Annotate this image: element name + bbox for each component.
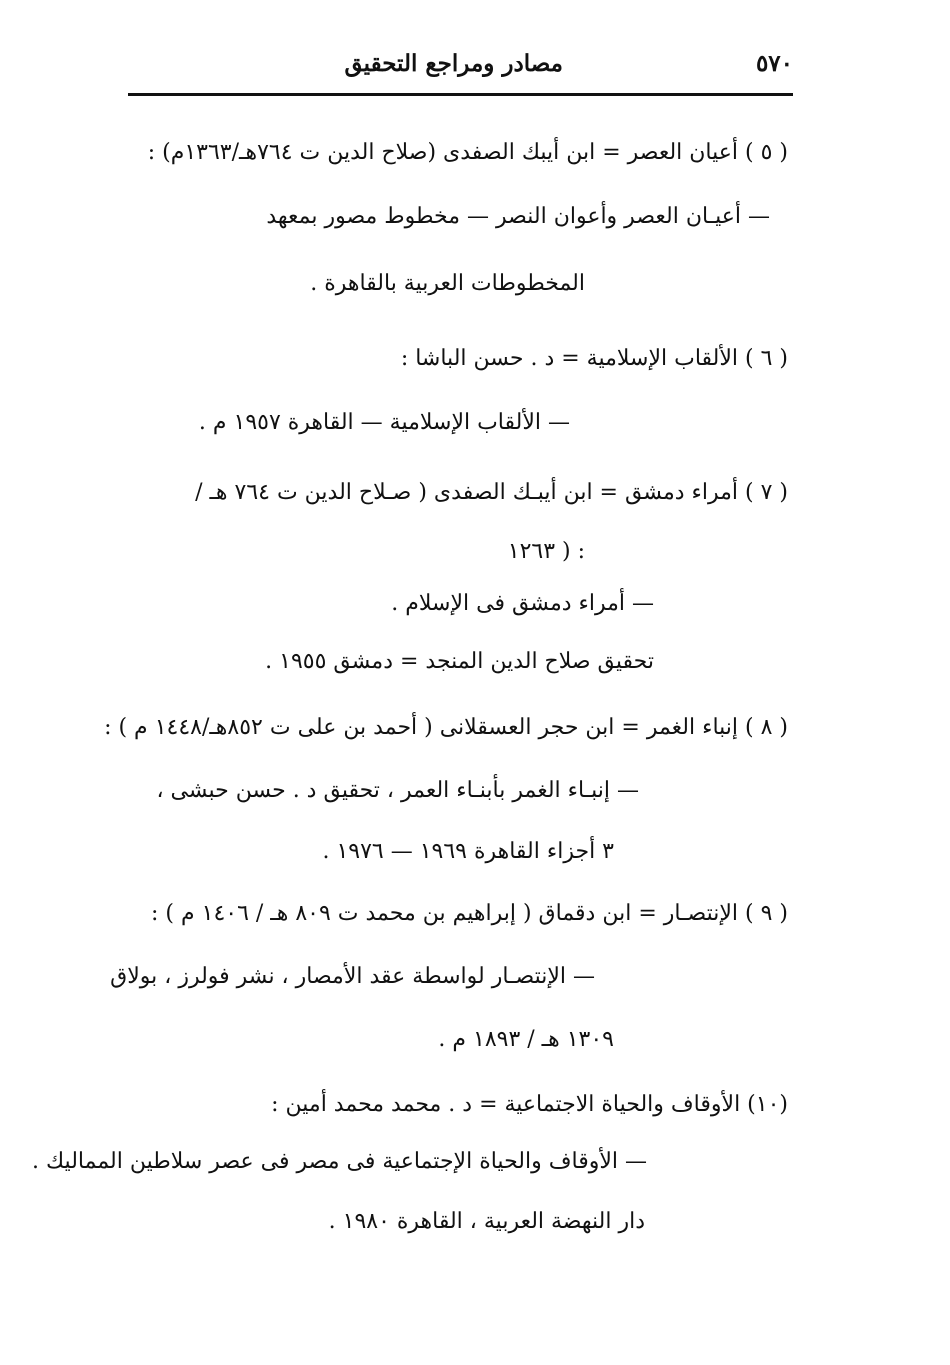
entry-heading: ( ٨ ) إنباء الغمر = ابن حجر العسقلانى ( أحمد بن على ت ٨٥٢هـ/١٤٤٨ م ) : <box>104 715 788 740</box>
page-number: ٥٧٠ <box>755 50 793 77</box>
running-title: مصادر ومراجع التحقيق <box>344 50 563 77</box>
entry-line: ٣ أجزاء القاهرة ١٩٦٩ — ١٩٧٦ . <box>322 839 614 864</box>
entry-heading: ( ٧ ) أمراء دمشق = ابن أيبـك الصفدى ( صـلاح الدين ت ٧٦٤ هـ / <box>195 480 788 505</box>
entry-heading: (١٠) الأوقاف والحياة الاجتماعية = د . محمد محمد أمين : <box>271 1092 788 1117</box>
entry-line: — الإنتصـار لواسطة عقد الأمصار ، نشر فولرز ، بولاق <box>110 964 595 989</box>
entry-line: — الأوقاف والحياة الإجتماعية فى مصر فى عصر سلاطين المماليك . <box>32 1149 647 1174</box>
entry-line: المخطوطات العربية بالقاهرة . <box>310 271 585 296</box>
entry-line: دار النهضة العربية ، القاهرة ١٩٨٠ . <box>328 1209 645 1234</box>
entry-heading: ( ٥ ) أعيان العصر = ابن أيبك الصفدى (صلاح الدين ت ٧٦٤هـ/١٣٦٣م) : <box>147 140 788 165</box>
entry-line: — إنبـاء الغمر بأبنـاء العمر ، تحقيق د . حسن حبشى ، <box>156 778 639 803</box>
entry-line: — أمراء دمشق فى الإسلام . <box>391 591 654 616</box>
page-header <box>128 48 793 92</box>
entry-line: — أعيـان العصر وأعوان النصر — مخطوط مصور بمعهد <box>266 204 770 229</box>
entry-line: — الألقاب الإسلامية — القاهرة ١٩٥٧ م . <box>198 410 570 435</box>
entry-line: تحقيق صلاح الدين المنجد = دمشق ١٩٥٥ . <box>265 649 654 674</box>
header-rule <box>128 93 793 96</box>
entry-heading: ( ٦ ) الألقاب الإسلامية = د . حسن الباشا : <box>400 346 788 371</box>
entry-heading-continuation: ١٢٦٣ ) : <box>507 539 585 564</box>
entry-heading: ( ٩ ) الإنتصـار = ابن دقماق ( إبراهيم بن محمد ت ٨٠٩ هـ / ١٤٠٦ م ) : <box>151 901 788 926</box>
entry-line: ١٣٠٩ هـ / ١٨٩٣ م . <box>438 1027 614 1052</box>
